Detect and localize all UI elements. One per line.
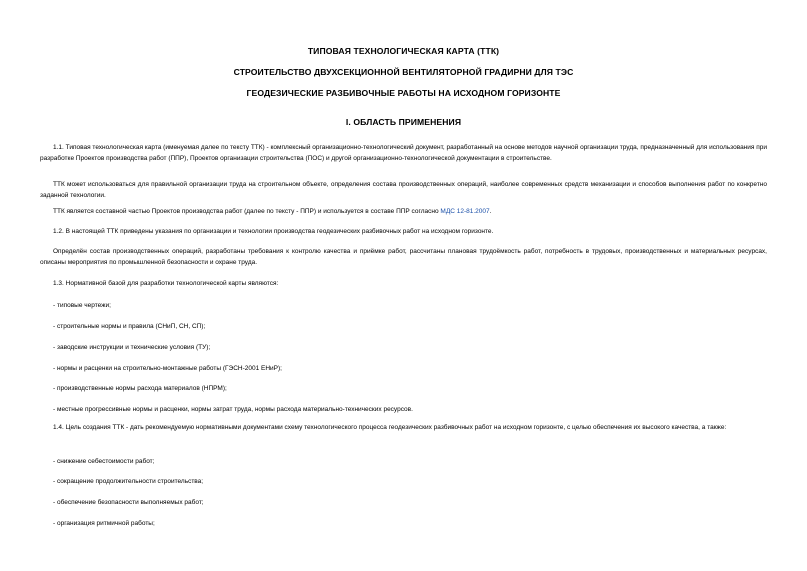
section-heading: I. ОБЛАСТЬ ПРИМЕНЕНИЯ (345, 117, 462, 127)
paragraph-text: . (489, 208, 492, 215)
paragraph: 1.3. Нормативной базой для разработки технологической карты являются: (53, 280, 279, 287)
paragraph: 1.4. Цель создания ТТК - дать рекомендуемую нормативными документами схему технологического процесса геодезических разбивочных работ на исходном горизонте, с целью обеспечения их высокого качества, а также: (53, 424, 727, 431)
list-item: - производственные нормы расхода материалов (НПРМ); (53, 385, 227, 392)
document-title: ТИПОВАЯ ТЕХНОЛОГИЧЕСКАЯ КАРТА (ТТК) (307, 46, 500, 56)
paragraph: 1.2. В настоящей ТТК приведены указания по организации и технологии производства геодезических разбивочных работ на исходном горизонте. (53, 228, 494, 235)
list-item: - сокращение продолжительности строительства; (53, 478, 204, 485)
document-subtitle: СТРОИТЕЛЬСТВО ДВУХСЕКЦИОННОЙ ВЕНТИЛЯТОРНОЙ ГРАДИРНИ ДЛЯ ТЭС (233, 67, 574, 77)
list-item: - снижение себестоимости работ; (53, 458, 155, 465)
paragraph: 1.1. Типовая технологическая карта (именуемая далее по тексту ТТК) - комплексный организационно-технологический документ, разработанный на основе методов научной организации труда, предназначенный для использования при разработке Проектов производства работ (ППР), Проектов организации строительства (ПОС) и другой организационно-технологической документации в строительстве. (40, 144, 767, 163)
list-item: - обеспечение безопасности выполняемых работ; (53, 499, 204, 506)
list-item: - заводские инструкции и технические условия (ТУ); (53, 344, 211, 351)
list-item: - типовые чертежи; (53, 302, 111, 309)
paragraph (40, 206, 767, 217)
list-item: - нормы и расценки на строительно-монтажные работы (ГЭСН-2001 ЕНиР); (53, 365, 282, 372)
paragraph-text: ТТК является составной частью Проектов производства работ (далее по тексту - ППР) и используется в составе ППР согласно (53, 208, 441, 215)
list-item: - организация ритмичной работы; (53, 520, 155, 527)
mds-link[interactable]: МДС 12-81.2007 (440, 208, 490, 215)
document-subtitle-2: ГЕОДЕЗИЧЕСКИЕ РАЗБИВОЧНЫЕ РАБОТЫ НА ИСХОДНОМ ГОРИЗОНТЕ (246, 88, 561, 98)
paragraph: Определён состав производственных операций, разработаны требования к контролю качества и приёмке работ, рассчитаны плановая трудоёмкость работ, потребность в трудовых, производственных и материальных ресурсах, описаны мероприятия по промышленной безопасности и охране труда. (40, 248, 767, 267)
paragraph: ТТК может использоваться для правильной организации труда на строительном объекте, определения состава производственных операций, наиболее современных средств механизации и способов выполнения работ по конкретно заданной технологии. (40, 181, 767, 200)
list-item: - строительные нормы и правила (СНиП, СН, СП); (53, 323, 206, 330)
list-item: - местные прогрессивные нормы и расценки, нормы затрат труда, нормы расхода материально-технических ресурсов. (53, 406, 413, 413)
